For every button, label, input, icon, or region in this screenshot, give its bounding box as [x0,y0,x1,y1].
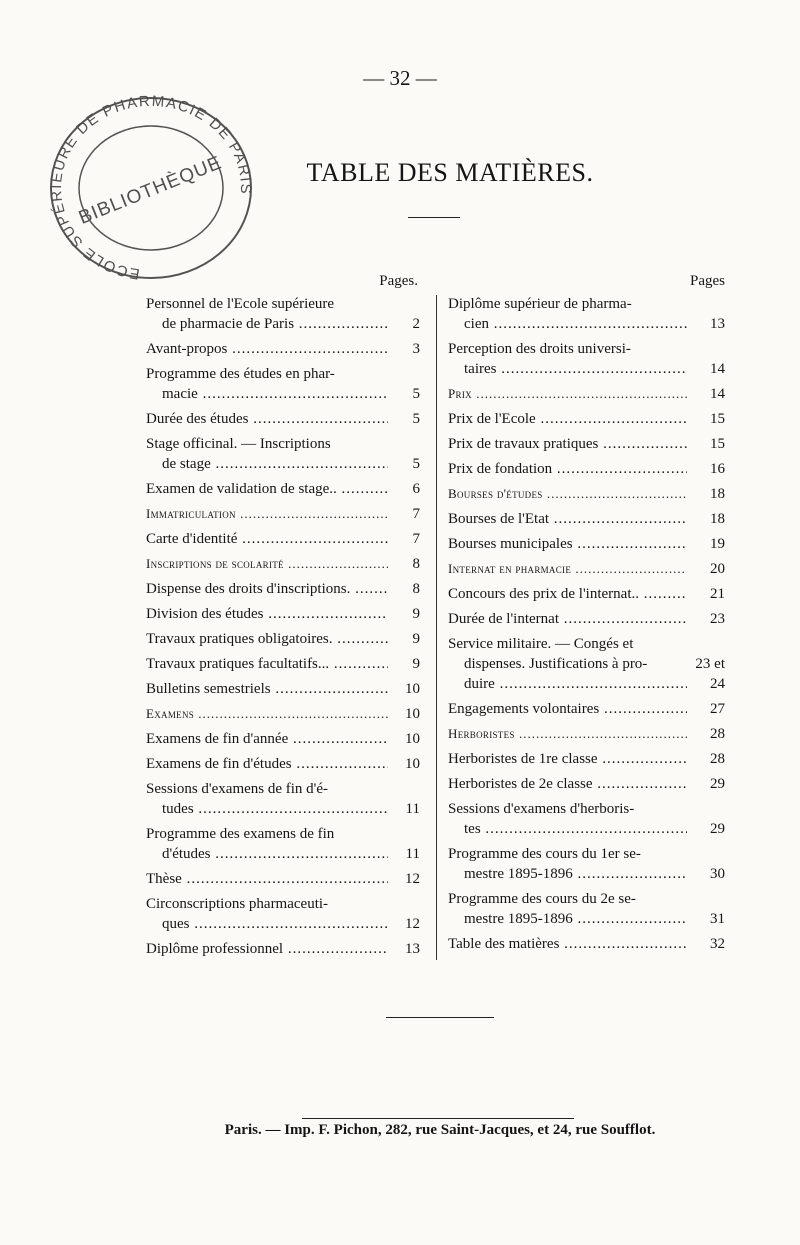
toc-entry [146,869,426,889]
toc-entry-text: cien ..... [448,314,687,334]
toc-page-number: 21 [710,586,725,602]
toc-page-number: 7 [412,506,420,522]
toc-page-number: 23 [710,611,725,627]
toc-page-number: 31 [710,911,725,927]
toc-entry-text: d'études ..... [146,844,388,864]
page-title: TABLE DES MATIÈRES. [306,158,594,187]
toc-entry [448,634,725,694]
toc-entry [146,629,426,649]
toc-entry [448,294,725,334]
toc-entry [448,384,725,404]
toc-entry-text: Programme des études en phar- [146,366,335,382]
toc-entry [146,554,426,574]
toc-page-number: 29 [710,821,725,837]
toc-entry-text: Durée des études ..... [146,409,388,429]
toc-entry-text: Herboristes de 1re classe ..... [448,749,687,769]
toc-entry-text: duire ..... [448,674,687,694]
title-rule [408,217,460,218]
toc-entry-text: Stage officinal. — Inscriptions [146,436,331,452]
toc-entry-text: Durée de l'internat ..... [448,609,687,629]
toc-entry-text: Avant-propos ..... [146,339,388,359]
pages-header: Pages [690,273,725,289]
toc-page-number: 2 [412,316,420,332]
footer-rule [302,1118,574,1119]
toc-entry-text: Inscriptions de scolarité ..... [146,554,388,574]
toc-page-number: 9 [412,631,420,647]
toc-entry-text: Prix de fondation ..... [448,459,687,479]
toc-entry [146,894,426,934]
toc-page-number: 13 [710,316,725,332]
toc-entry-text: Prix de l'Ecole ..... [448,409,687,429]
toc-page-number: 12 [405,871,420,887]
toc-page-number: 32 [710,936,725,952]
toc-entry-text: dispenses. Justifications à pro- [464,656,648,672]
toc-entry-text: Dispense des droits d'inscriptions. ..... [146,579,388,599]
toc-entry [146,754,426,774]
toc-entry-text: Herboristes ..... [448,724,687,744]
toc-entry [146,604,426,624]
toc-page-number: 11 [405,801,420,817]
toc-entry-text: Bourses municipales ..... [448,534,687,554]
toc-entry [448,434,725,454]
toc-entry-text: macie ..... [146,384,388,404]
toc-entry-text: Sessions d'examens d'herboris- [448,801,635,817]
toc-page-number: 12 [405,916,420,932]
toc-page-number: 15 [710,411,725,427]
toc-entry [448,339,725,379]
toc-page-number: 11 [405,846,420,862]
toc-entry [448,799,725,839]
printer-footer: Paris. — Imp. F. Pichon, 282, rue Saint-Jacques, et 24, rue Soufflot. [224,1122,656,1138]
toc-page-number: 6 [412,481,420,497]
toc-page-number: 28 [710,726,725,742]
toc-page-number: 9 [412,606,420,622]
toc-entry [448,409,725,429]
toc-entry-text: taires ..... [448,359,687,379]
toc-entry-text: Perception des droits universi- [448,341,631,357]
toc-entry-text: mestre 1895-1896 ..... [448,909,687,929]
toc-page-number: 10 [405,681,420,697]
toc-page-number: 30 [710,866,725,882]
toc-entry-text: Examens de fin d'études ..... [146,754,388,774]
toc-entry-text: Immatriculation ..... [146,504,388,524]
toc-page-number: 16 [710,461,725,477]
toc-entry [146,679,426,699]
page-number: — 32 — [363,66,437,90]
toc-page-number: 23 et 24 [695,656,725,692]
toc-entry-text: Service militaire. — Congés et [448,636,634,652]
toc-entry-text: Personnel de l'Ecole supérieure [146,296,335,312]
toc-entry-text: de stage ..... [146,454,388,474]
toc-entry [146,579,426,599]
toc-page-number: 20 [710,561,725,577]
toc-entry-text: Examens de fin d'année ..... [146,729,388,749]
toc-entry-text: Diplôme professionnel ..... [146,939,388,959]
toc-entry [448,559,725,579]
toc-entry [146,704,426,724]
toc-entry [448,609,725,629]
toc-entry [448,774,725,794]
toc-entry-text: Prix ..... [448,384,687,404]
toc-page-number: 7 [412,531,420,547]
toc-left-column [146,270,426,964]
toc-entry-text: tes ..... [448,819,687,839]
toc-page-number: 14 [710,386,725,402]
toc-entry-text: Bulletins semestriels ..... [146,679,388,699]
toc-entry [146,654,426,674]
toc-entry [146,339,426,359]
toc-page-number: 19 [710,536,725,552]
toc-entry [146,479,426,499]
toc-right-list [448,294,725,954]
toc-entry [146,779,426,819]
toc-entry [448,584,725,604]
toc-entry [448,484,725,504]
toc-entry-text: Examen de validation de stage.. ..... [146,479,388,499]
toc-right-column [448,270,725,959]
toc-page-number: 15 [710,436,725,452]
toc-entry-text: de pharmacie de Paris ..... [146,314,388,334]
toc-entry [146,939,426,959]
toc-page-number: 14 [710,361,725,377]
toc-entry [448,509,725,529]
toc-page-number: 27 [710,701,725,717]
toc-entry [448,844,725,884]
toc-page-number: 9 [412,656,420,672]
toc-entry [146,729,426,749]
toc-entry [448,459,725,479]
stamp-inner-text: BIBLIOTHÈQUE [75,152,226,229]
toc-entry [146,434,426,474]
toc-page-number: 5 [412,456,420,472]
toc-entry-text: Programme des cours du 1er se- [448,846,641,862]
toc-entry [448,724,725,744]
toc-entry-text: Bourses de l'Etat ..... [448,509,687,529]
toc-page-number: 28 [710,751,725,767]
toc-entry-text: Diplôme supérieur de pharma- [448,296,632,312]
library-stamp [44,92,258,282]
toc-page-number: 18 [710,486,725,502]
toc-page-number: 13 [405,941,420,957]
toc-page-number: 10 [405,756,420,772]
toc-entry [146,409,426,429]
toc-entry-text: Programme des cours du 2e se- [448,891,636,907]
toc-entry-text: Travaux pratiques facultatifs... ..... [146,654,388,674]
toc-entry-text: mestre 1895-1896 ..... [448,864,687,884]
toc-entry-text: Bourses d'études ..... [448,484,687,504]
toc-entry-text: ques ..... [146,914,388,934]
toc-page-number: 5 [412,386,420,402]
column-divider [436,295,437,960]
toc-entry-text: Engagements volontaires ..... [448,699,687,719]
toc-entry-text: Circonscriptions pharmaceuti- [146,896,329,912]
toc-entry-text: Herboristes de 2e classe ..... [448,774,687,794]
toc-page-number: 18 [710,511,725,527]
toc-entry-text: tudes ..... [146,799,388,819]
toc-page-number: 5 [412,411,420,427]
closing-rule [386,1017,494,1018]
toc-entry [448,889,725,929]
toc-entry [146,294,426,334]
toc-entry-text: Programme des examens de fin [146,826,335,842]
toc-entry [146,364,426,404]
toc-entry [146,504,426,524]
toc-page-number: 3 [412,341,420,357]
toc-entry [448,934,725,954]
toc-entry-text: Prix de travaux pratiques ..... [448,434,687,454]
toc-entry [146,824,426,864]
toc-entry-text: Concours des prix de l'internat.. ..... [448,584,687,604]
toc-entry-text: Division des études ..... [146,604,388,624]
toc-entry-text: Travaux pratiques obligatoires. ..... [146,629,388,649]
stamp-ring-text: ECOLE SUPÉRIEURE DE PHARMACIE DE PARIS [47,92,255,282]
toc-entry [448,534,725,554]
toc-entry-text: Carte d'identité ..... [146,529,388,549]
pages-header: Pages. [379,273,418,289]
toc-entry-text: Sessions d'examens de fin d'é- [146,781,329,797]
toc-page-number: 10 [405,731,420,747]
toc-left-list [146,294,426,959]
toc-page-number: 10 [405,706,420,722]
toc-entry [448,749,725,769]
toc-entry [146,529,426,549]
toc-entry-text: Thèse ..... [146,869,388,889]
toc-entry-text: Examens ..... [146,704,388,724]
toc-page-number: 8 [412,581,420,597]
toc-entry-text: Table des matières ..... [448,934,687,954]
toc-page-number: 8 [412,556,420,572]
toc-entry [448,699,725,719]
toc-entry-text: Internat en pharmacie ..... [448,559,687,579]
toc-page-number: 29 [710,776,725,792]
